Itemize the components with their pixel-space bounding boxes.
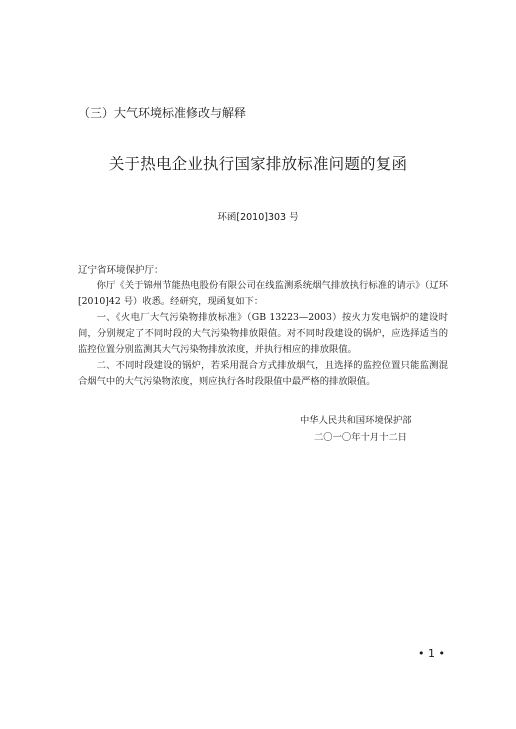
body-paragraph-intro: 你厅《关于锦州节能热电股份有限公司在线监测系统烟气排放执行标准的请示》（辽环[2010]42 号）收悉。经研究，现函复如下： (78, 280, 448, 307)
signature-organization: 中华人民共和国环境保护部 (300, 415, 412, 426)
body-paragraph-point-2: 二、不同时段建设的锅炉，若采用混合方式排放烟气，且选择的监控位置只能监测混合烟气中的大气污染物浓度，则应执行各时段限值中最严格的排放限值。 (78, 360, 448, 387)
body-paragraph-point-1: 一、《火电厂大气污染物排放标准》（GB 13223—2003）按火力发电锅炉的建设时间，分别规定了不同时段的大气污染物排放限值。对不同时段建设的锅炉，应选择适当的监控位置分别监测其大气污染物排放浓度，并执行相应的排放限值。 (78, 312, 448, 355)
document-title: 关于热电企业执行国家排放标准问题的复函 (108, 155, 408, 173)
addressee: 辽宁省环境保护厅： (78, 265, 164, 276)
signature-date: 二〇一〇年十月十二日 (314, 432, 407, 443)
page-number: • 1 • (418, 647, 445, 660)
document-number: 环函[2010]303 号 (217, 212, 299, 223)
letter-body (78, 278, 448, 390)
section-heading: （三）大气环境标准修改与解释 (78, 106, 247, 120)
signature-block (300, 412, 412, 446)
